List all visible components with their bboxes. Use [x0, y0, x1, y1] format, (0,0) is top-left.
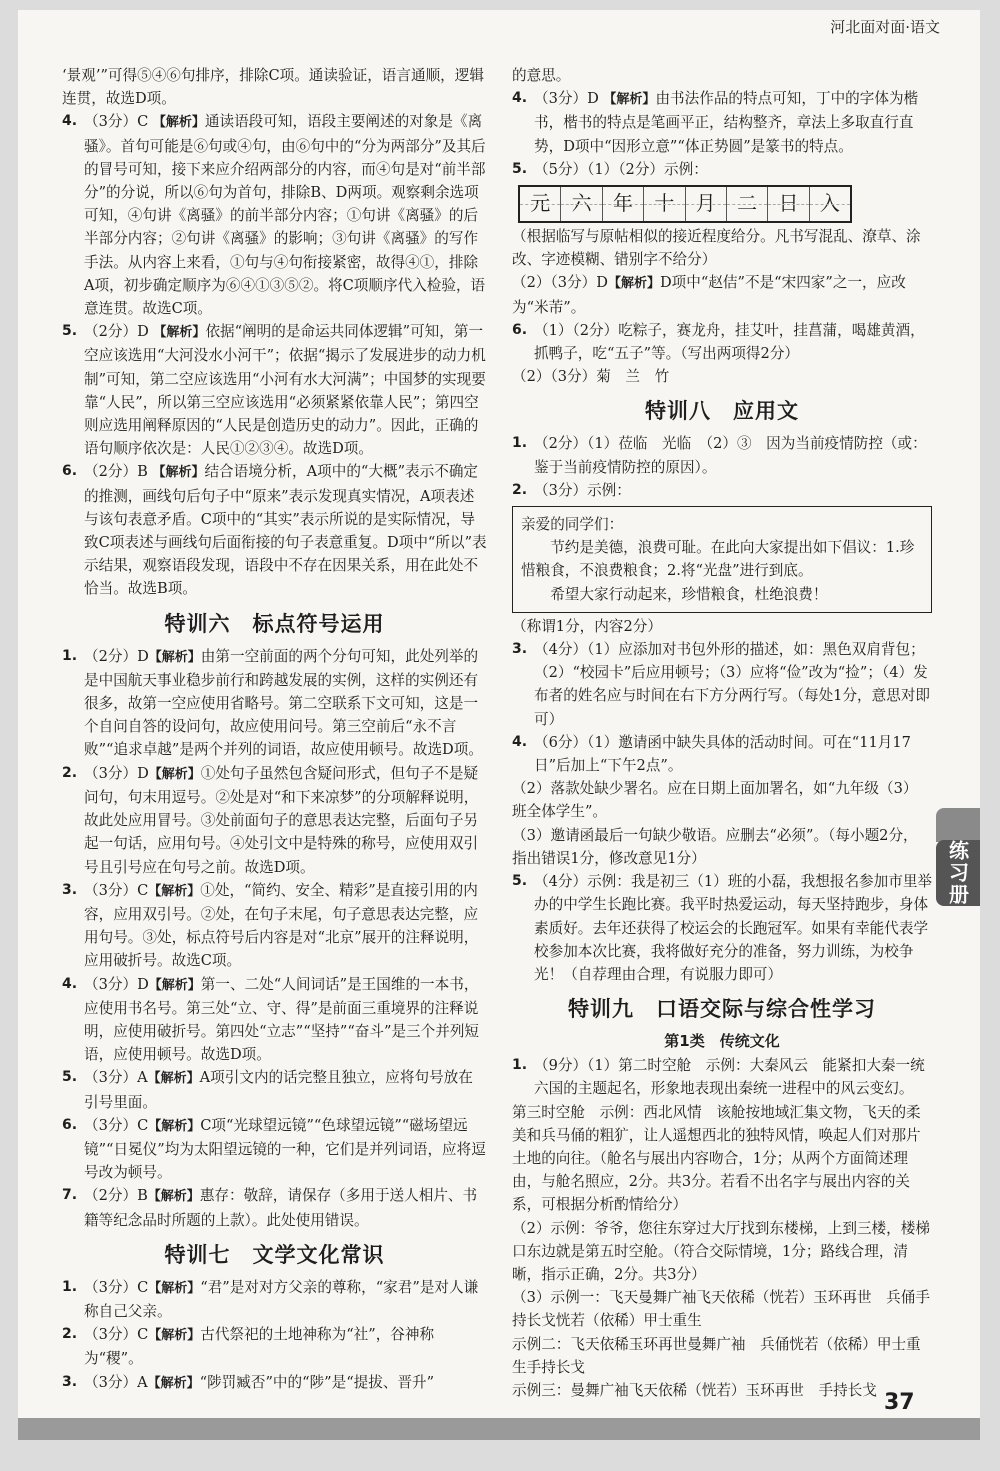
- bottom-bar: [18, 1418, 980, 1440]
- analysis-tag: 【解析】: [147, 1375, 200, 1391]
- item-number: 6.: [512, 321, 528, 338]
- continued-text: 的意思。: [512, 67, 571, 84]
- analysis-tag: 【解析】: [148, 883, 201, 899]
- sub-answer: 示例三：曼舞广袖飞天依稀（恍若）玉环再世 手持长戈: [512, 1381, 877, 1399]
- item-number: 7.: [62, 1187, 78, 1204]
- section-title: 特训七 文学文化常识: [164, 1242, 385, 1267]
- analysis-tag: 【解析】: [153, 325, 206, 341]
- item-number: 1.: [512, 1057, 528, 1074]
- grid-cell: 二: [727, 187, 768, 221]
- answer-item: [512, 158, 932, 181]
- side-tab-exercise-book[interactable]: 练习册: [936, 840, 980, 906]
- item-text: 由第一空前面的两个分句可知，此处列举的是中国航天事业稳步前行和跨越发展的实例，这样的实例还有很多，故第一空应使用省略号。第二空联系下文可知，这是一个自问自答的设问句，故应使用问号。第三空前后“永不言败”“追求卓越”是两个并列的词语，故应使用顿号。故选D项。: [84, 647, 483, 759]
- item-score: （2）（3分）D: [512, 274, 608, 292]
- item-score: （3分）C: [84, 113, 149, 131]
- grading-note: （根据临写与原帖相似的接近程度给分。凡书写混乱、潦草、涂改、字迹模糊、错别字不给分）: [512, 228, 921, 269]
- answer-item: [512, 319, 932, 365]
- item-number: 1.: [62, 1278, 78, 1295]
- sub-answer: （3）邀请函最后一句缺少敬语。应删去“必须”。（每小题2分，指出错误1分，修改意见1分）: [512, 826, 918, 867]
- side-tab-accent: [936, 808, 980, 842]
- item-text: D项中“赵佶”不是“宋四家”之一，应改为“米芾”。: [512, 274, 906, 316]
- answer-item: [62, 320, 487, 460]
- calligraphy-grid: [518, 185, 852, 223]
- page-number: 37: [884, 1390, 915, 1415]
- answer-item: [62, 645, 487, 762]
- sub-answer: （2）示例：爷爷，您往东穿过大厅找到东楼梯，上到三楼，楼梯口东边就是第五时空舱。（符合交际情境，1分；路线合理，清晰，指示正确，2分。共3分）: [512, 1219, 930, 1283]
- analysis-tag: 【解析】: [148, 1118, 201, 1134]
- item-text: （4分）（1）应添加对书包外形的描述，如：黑色双肩背包；（2）“校园卡”后应用顿号；（3）应将“俭”改为“捡”；（4）发布者的姓名应与时间在右下方分两行写。（每处1分，意思对即可）: [534, 641, 931, 728]
- analysis-tag: 【解析】: [148, 1280, 201, 1296]
- analysis-tag: 【解析】: [147, 1071, 200, 1087]
- section-title: 特训九 口语交际与综合性学习: [568, 997, 876, 1022]
- right-column: [512, 64, 932, 1402]
- answer-item: [512, 870, 932, 986]
- answer-item: [62, 1323, 487, 1370]
- item-text: 惠存：敬辞，请保存（多用于送人相片、书籍等纪念品时所题的上款）。此处使用错误。: [84, 1187, 478, 1229]
- answer-item: [62, 1114, 487, 1185]
- sub-answer: （2）（3分）菊 兰 竹: [512, 368, 670, 386]
- subsection-title: 第1类 传统文化: [664, 1032, 780, 1051]
- grading-note: （称谓1分，内容2分）: [512, 617, 662, 635]
- section-title: 特训八 应用文: [645, 399, 799, 424]
- analysis-tag: 【解析】: [148, 1328, 201, 1344]
- letter-body: 希望大家行动起来，珍惜粮食，杜绝浪费！: [550, 585, 828, 603]
- item-score: （2分）B: [84, 463, 148, 481]
- letter-greeting: 亲爱的同学们：: [521, 516, 624, 534]
- item-text: （4分）示例：我是初三（1）班的小磊，我想报名参加市里举办的中学生长跑比赛。我平时热爱运动，每天坚持跑步，身体素质好。去年还获得了校运会的长跑冠军。如果有幸能代表学校参加本次比赛，我将做好充分的准备，努力训练，为校争光！（自荐理由合理，有说服力即可）: [534, 873, 933, 983]
- item-text: 由书法作品的特点可知，丁中的字体为楷书，楷书的特点是笔画平正，结构整齐，章法上多取直行直势，D项中“因形立意”“体正势圆”是篆书的特点。: [534, 90, 919, 155]
- item-number: 4.: [62, 113, 78, 130]
- item-number: 1.: [62, 647, 78, 664]
- item-number: 2.: [62, 764, 78, 781]
- item-number: 4.: [512, 733, 528, 750]
- answer-item: [62, 110, 487, 320]
- analysis-tag: 【解析】: [607, 276, 660, 292]
- item-text: 依据“阐明的是命运共同体逻辑”可知，第一空应该选用“大河没水小河干”；依据“揭示了发展进步的动力机制”可知，第二空应该选用“小河有水大河满”；中国梦的实现要靠“人民”，所以第三空应该选用“必须紧紧依靠人民”；第四空则应选用阐释原因的“人民是创造历史的动力”。因此，正确的语句顺序依次是：人民①②③④。故选D项。: [84, 323, 486, 458]
- item-number: 3.: [512, 641, 528, 658]
- item-number: 1.: [512, 435, 528, 452]
- grid-cell: 月: [686, 187, 727, 221]
- item-text: “君”是对对方父亲的尊称，“家君”是对人谦称自己父亲。: [84, 1278, 479, 1320]
- grid-cell: 十: [644, 187, 685, 221]
- sub-answer: 示例二：飞天依稀玉环再世曼舞广袖 兵俑恍若（依稀）甲士重生手持长戈: [512, 1335, 921, 1376]
- answer-item: [62, 762, 487, 879]
- section-title: 特训六 标点符号运用: [164, 611, 385, 636]
- analysis-tag: 【解析】: [603, 92, 656, 108]
- answer-item: [62, 973, 487, 1067]
- answer-item: [62, 1276, 487, 1323]
- item-number: 6.: [62, 1116, 78, 1133]
- item-score: （3分）A: [84, 1069, 148, 1087]
- item-number: 2.: [512, 481, 528, 498]
- item-number: 3.: [62, 1373, 78, 1390]
- answer-item: [62, 879, 487, 973]
- answer-item: [512, 87, 932, 158]
- sub-answer: （3）示例一：飞天曼舞广袖飞天依稀（恍若）玉环再世 兵俑手持长戈恍若（依稀）甲士重生: [512, 1289, 930, 1330]
- answer-item: [512, 731, 932, 777]
- item-number: 5.: [512, 873, 528, 890]
- item-text: A项引文内的话完整且独立，应将句号放在引号里面。: [84, 1069, 473, 1111]
- item-score: （5分）（1）（2分）示例：: [534, 160, 708, 178]
- item-score: （3分）C: [84, 1326, 149, 1344]
- grid-cell: 六: [561, 187, 602, 221]
- answer-item: [62, 1066, 487, 1113]
- answer-item: [512, 479, 932, 502]
- continued-text: ‘景观’”可得⑤④⑥句排序，排除C项。通读验证，语言通顺，逻辑连贯，故选D项。: [62, 67, 484, 108]
- item-text: 第一、二处“人间词话”是王国维的一本书，应使用书名号。第三处“立、守、得”是前面三重境界的注释说明，应使用破折号。第四处“立志”“坚持”“奋斗”是三个并列短语，应使用顿号。故选D项。: [84, 975, 480, 1064]
- item-text: （6分）（1）邀请函中缺失具体的活动时间。可在“11月17日”后加上“下午2点”。: [534, 733, 911, 775]
- item-number: 4.: [512, 90, 528, 107]
- analysis-tag: 【解析】: [152, 465, 205, 481]
- left-column: [62, 64, 487, 1395]
- page-header: 河北面对面·语文: [830, 18, 940, 36]
- item-number: 3.: [62, 881, 78, 898]
- answer-item: [62, 1184, 487, 1231]
- answer-item: [62, 460, 487, 600]
- item-score: （3分）D: [84, 764, 149, 782]
- answer-item: [62, 1371, 487, 1395]
- letter-body: 节约是美德，浪费可耻。在此向大家提出如下倡议：1.珍惜粮食，不浪费粮食；2.将“光盘”进行到底。: [521, 539, 915, 580]
- item-text: 古代祭祀的土地神称为“社”，谷神称为“稷”。: [84, 1326, 435, 1368]
- grid-cell: 日: [768, 187, 809, 221]
- grid-cell: 年: [603, 187, 644, 221]
- item-score: （3分）D: [534, 90, 599, 108]
- sub-answer: [512, 271, 932, 318]
- answer-item: [512, 432, 932, 478]
- item-score: （3分）C: [84, 1116, 149, 1134]
- analysis-tag: 【解析】: [148, 766, 201, 782]
- item-text: 通读语段可知，语段主要阐述的对象是《离骚》。首句可能是⑥句或④句，由⑥句中的“分为两部分”及其后的冒号可知，接下来应介绍两部分的内容，而④句是对“前半部分”的分说，所以⑥句为首句，排除B、D两项。观察剩余选项可知，④句讲《离骚》的前半部分内容；①句讲《离骚》的后半部分内容；②句讲《离骚》的影响；③句讲《离骚》的写作手法。从内容上来看，①句与④句衔接紧密，故得④①，排除A项，初步确定顺序为⑥④①③⑤②。将C项顺序代入检验，语意连贯。故选C项。: [84, 113, 486, 318]
- item-text: （2分）（1）莅临 光临 （2）③ 因为当前疫情防控（或：鉴于当前疫情防控的原因）。: [534, 435, 927, 476]
- item-number: 4.: [62, 975, 78, 992]
- item-text: （1）（2分）吃粽子，赛龙舟，挂艾叶，挂菖蒲，喝雄黄酒，抓鸭子，吃“五子”等。（写出两项得2分）: [534, 321, 925, 363]
- item-score: （2分）D: [84, 647, 149, 665]
- answer-item: [512, 638, 932, 731]
- item-score: （3分）A: [84, 1373, 148, 1391]
- analysis-tag: 【解析】: [148, 649, 201, 665]
- item-score: （2分）B: [84, 1187, 148, 1205]
- item-text: （3分）示例：: [534, 481, 631, 499]
- item-number: 5.: [512, 160, 528, 177]
- analysis-tag: 【解析】: [147, 1189, 200, 1205]
- sub-answer: 第三时空舱 示例：西北风情 该舱按地域汇集文物，飞天的柔美和兵马俑的粗犷，让人遥想西北的独特风情，唤起人们对那片土地的向往。（舱名与展出内容吻合，1分；从两个方面简述理由，与舱名照应，2分。共3分。若看不出名字与展出内容的关系，可根据分析酌情给分）: [512, 1103, 921, 1214]
- item-score: （3分）C: [84, 1278, 149, 1296]
- letter-box: [512, 506, 932, 613]
- analysis-tag: 【解析】: [152, 115, 205, 131]
- item-text: “陟罚臧否”中的“陟”是“提拔、晋升”: [199, 1373, 435, 1391]
- item-number: 6.: [62, 463, 78, 480]
- item-text: ①处句子虽然包含疑问形式，但句子不是疑问句，句末用逗号。②处是对“和下来凉梦”的分项解释说明，故此处应用冒号。③处前面句子的意思表达完整，后面句子另起一句话，应用句号。④处引文中是特殊的称号，应使用双引号且引号应在句号之前。故选D项。: [84, 764, 479, 876]
- item-score: （3分）C: [84, 881, 149, 899]
- item-text: 结合语境分析，A项中的“大概”表示不确定的推测，画线句后句子中“原来”表示发现真实情况，A项表述与该句表意矛盾。C项中的“其实”表示所说的是实际情况，导致C项表述与画线句后面衔接的句子表意重复。D项中“所以”表示结果，观察语段发现，语段中不存在因果关系，用在此处不恰当。故选B项。: [84, 463, 487, 598]
- item-text: C项“光球望远镜”“色球望远镜”“磁场望远镜”“日冕仪”均为太阳望远镜的一种，它们是并列词语，应将逗号改为顿号。: [84, 1116, 486, 1182]
- item-number: 5.: [62, 1069, 78, 1086]
- item-text: ①处，“简约、安全、精彩”是直接引用的内容，应用双引号。②处，在句子末尾，句子意思表达完整，应用句号。③处，标点符号后内容是对“北京”展开的注释说明，应用破折号。故选C项。: [84, 881, 479, 970]
- item-text: （9分）（1）第二时空舱 示例：大秦风云 能紧扣大秦一统六国的主题起名，形象地表现出秦统一进程中的风云变幻。: [534, 1057, 925, 1098]
- item-number: 5.: [62, 323, 78, 340]
- analysis-tag: 【解析】: [148, 977, 201, 993]
- grid-cell: 入: [810, 187, 850, 221]
- item-number: 2.: [62, 1326, 78, 1343]
- item-score: （2分）D: [84, 323, 149, 341]
- answer-item: [512, 1054, 932, 1100]
- sub-answer: （2）落款处缺少署名。应在日期上面加署名，如“九年级（3）班全体学生”。: [512, 780, 918, 821]
- grid-cell: 元: [520, 187, 561, 221]
- item-score: （3分）D: [84, 975, 149, 993]
